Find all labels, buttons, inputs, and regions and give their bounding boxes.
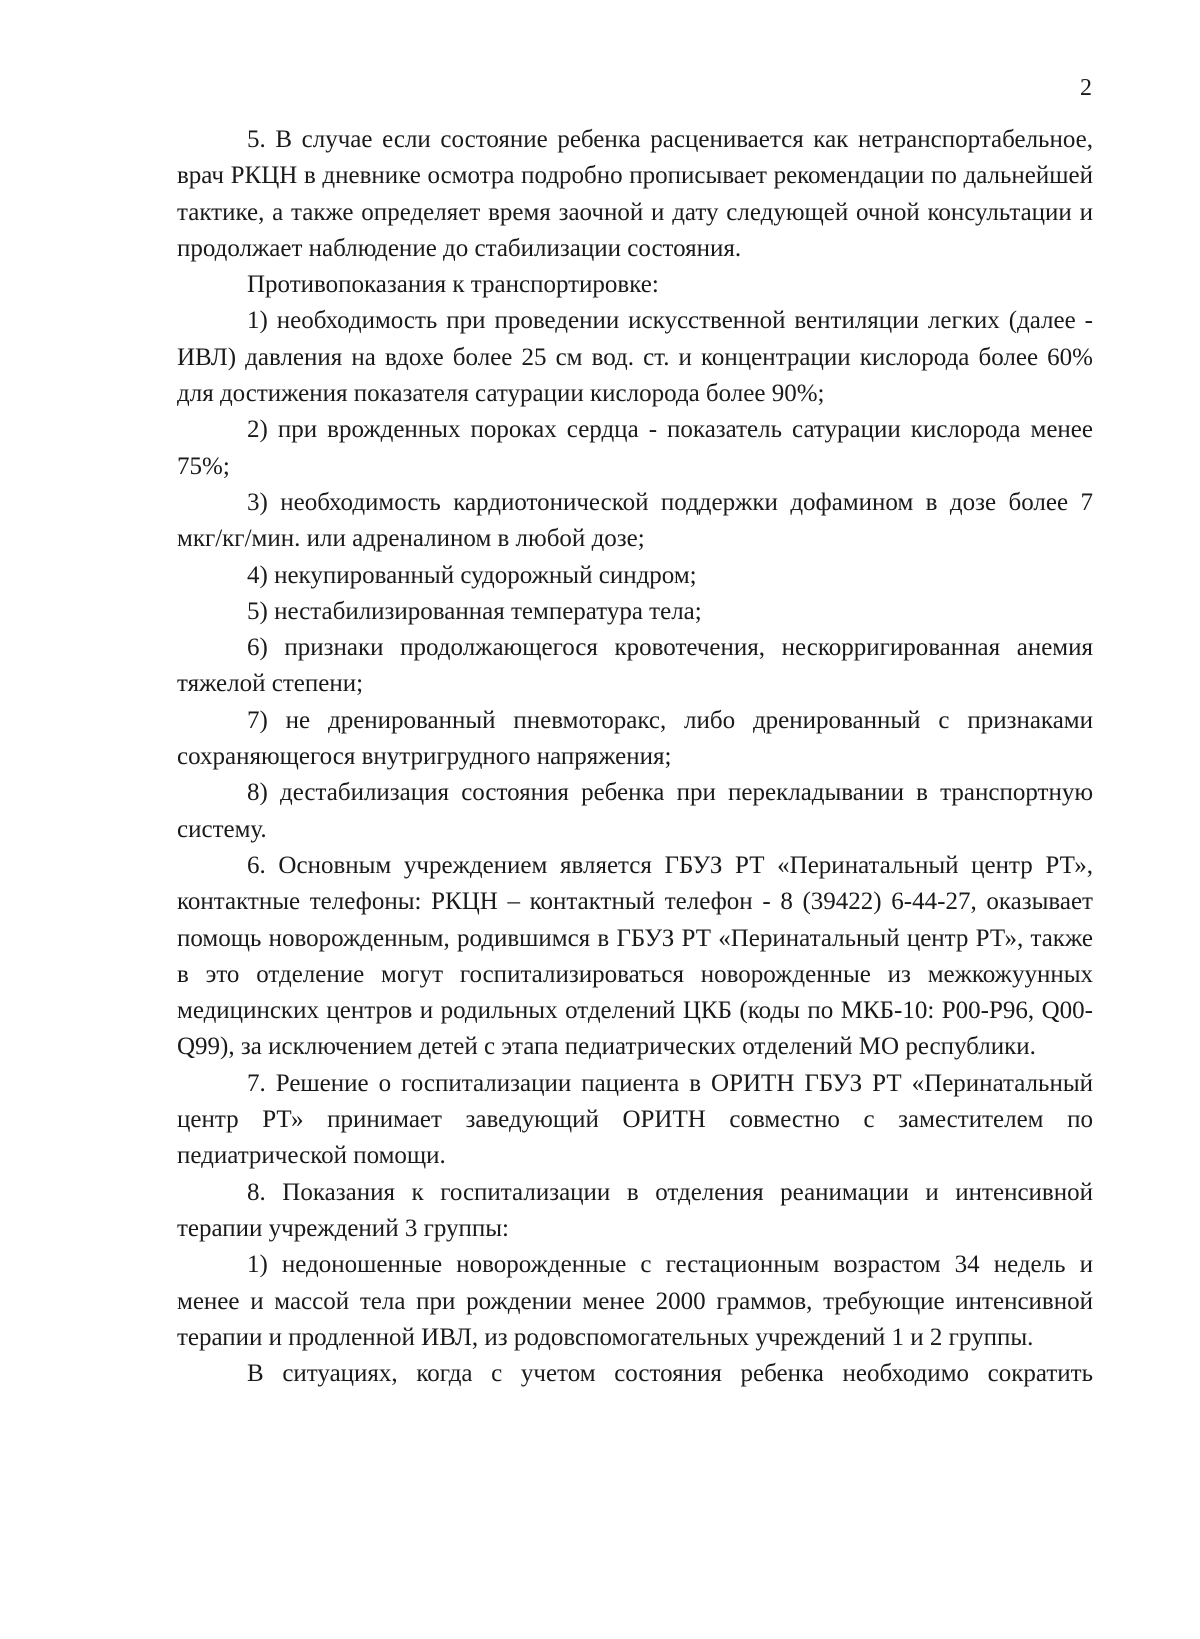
paragraph-item-5: 5. В случае если состояние ребенка расценивается как нетранспортабельное, врач РКЦН в дневнике осмотра подробно прописывает рекомендации по дальнейшей тактике, а также определяет время заочной и дату следующей очной консультации и продолжает наблюдение до стабилизации состояния. xyxy=(177,126,1093,262)
contraindication-2: 2) при врожденных пороках сердца - показатель сатурации кислорода менее 75%; xyxy=(177,416,1093,480)
contraindication-4: 4) некупированный судорожный синдром; xyxy=(247,561,697,589)
paragraph-continuation: В ситуациях, когда с учетом состояния ребенка необходимо сократить xyxy=(247,1360,1093,1388)
contraindication-1: 1) необходимость при проведении искусственной вентиляции легких (далее - ИВЛ) давления на вдохе более 25 см вод. ст. и концентрации кислорода более 60% для достижения показателя сатурации кислорода более 90%; xyxy=(177,307,1093,408)
contraindication-6: 6) признаки продолжающегося кровотечения, нескорригированная анемия тяжелой степени; xyxy=(177,634,1093,698)
contraindication-7: 7) не дренированный пневмоторакс, либо дренированный с признаками сохраняющегося внутригрудного напряжения; xyxy=(177,706,1093,771)
contraindication-5: 5) нестабилизированная температура тела; xyxy=(247,597,702,625)
indication-1: 1) недоношенные новорожденные с гестационным возрастом 34 недель и менее и массой тела при рождении менее 2000 граммов, требующие интенсивной терапии и продленной ИВЛ, из родовспомогательных учреждений 1 и 2 группы. xyxy=(177,1251,1093,1351)
contraindication-3: 3) необходимость кардиотонической поддержки дофамином в дозе более 7 мкг/кг/мин. или адреналином в любой дозе; xyxy=(177,488,1093,553)
paragraph-item-7: 7. Решение о госпитализации пациента в ОРИТН ГБУЗ РТ «Перинатальный центр РТ» принимает заведующий ОРИТН совместно с заместителем по педиатрической помощи. xyxy=(177,1069,1093,1170)
paragraph-item-8: 8. Показания к госпитализации в отделения реанимации и интенсивной терапии учреждений 3 группы: xyxy=(177,1178,1093,1242)
contraindications-heading: Противопоказания к транспортировке: xyxy=(247,271,659,299)
document-body xyxy=(177,122,1093,1392)
paragraph-item-6: 6. Основным учреждением является ГБУЗ РТ «Перинатальный центр РТ», контактные телефоны: РКЦН – контактный телефон - 8 (39422) 6-44-27, оказывает помощь новорожденным, родившимся в ГБУЗ РТ «Перинатальный центр РТ», также в это отделение могут госпитализироваться новорожденные из межкожуунных медицинских центров и родильных отделений ЦКБ (коды по МКБ-10: Р00-Р96, Q00-Q99), за исключением детей с этапа педиатрических отделений МО республики. xyxy=(177,851,1093,1061)
contraindication-8: 8) дестабилизация состояния ребенка при перекладывании в транспортную систему. xyxy=(177,779,1093,843)
page-number: 2 xyxy=(1080,75,1092,101)
